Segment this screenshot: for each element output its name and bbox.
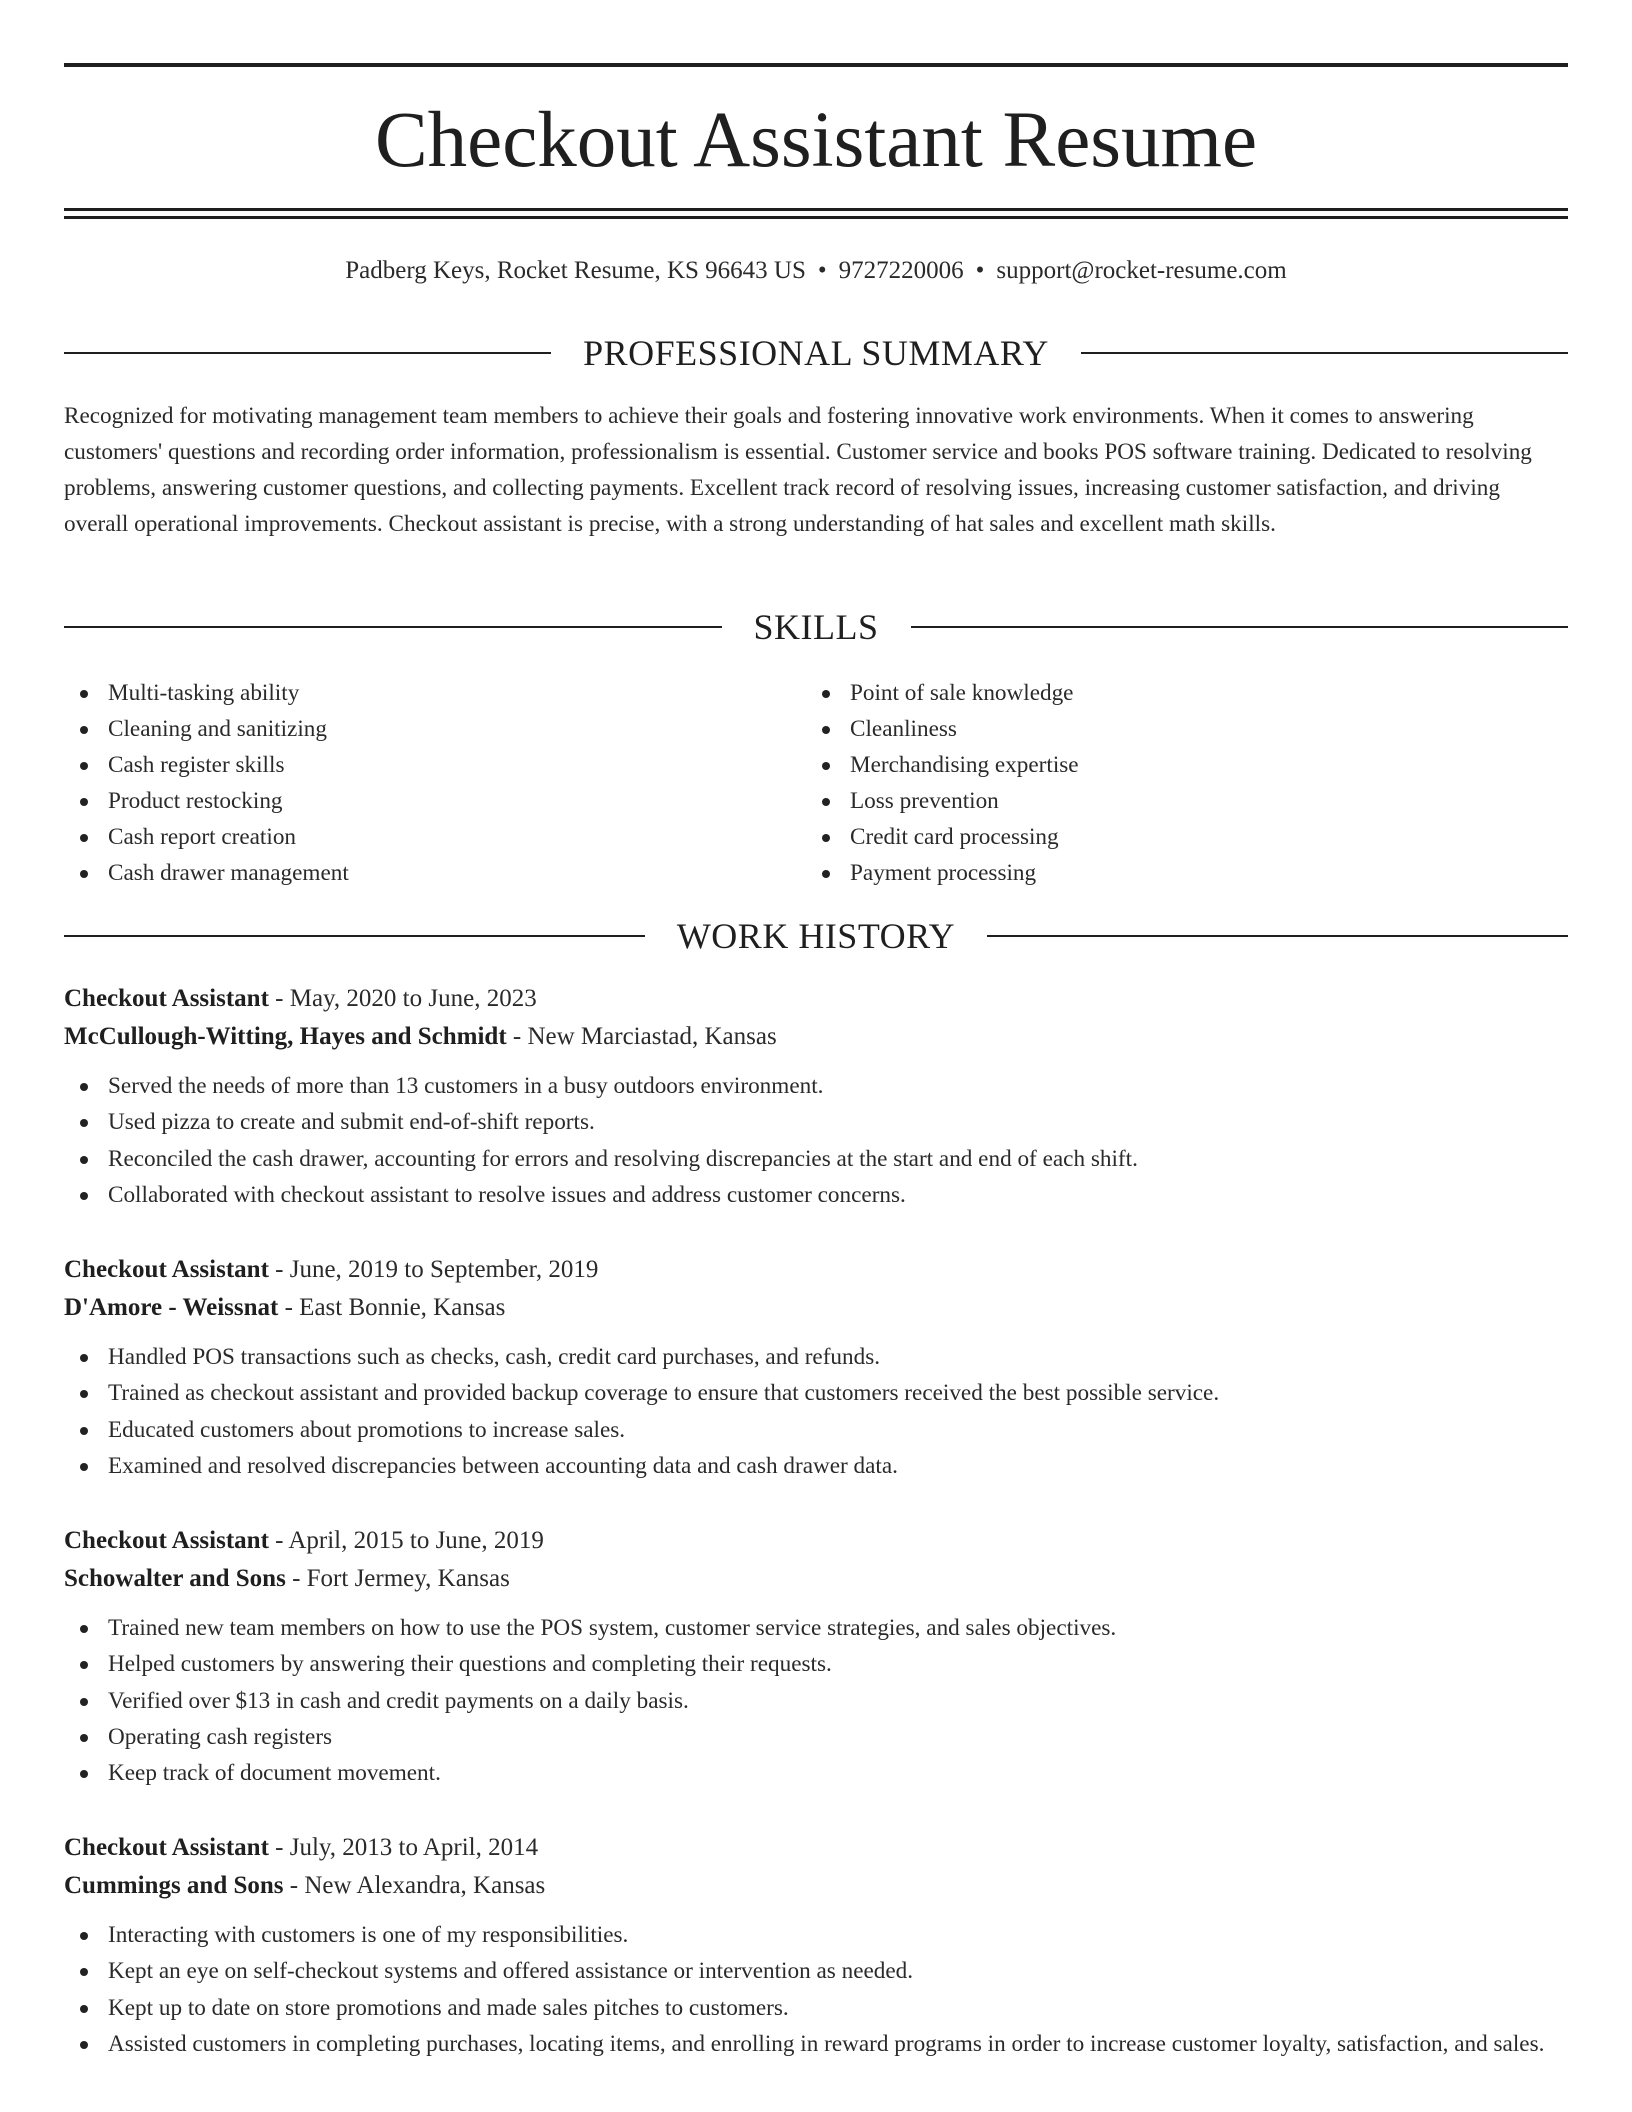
title-rule-upper	[64, 208, 1568, 211]
job-company: D'Amore - Weissnat	[64, 1294, 279, 1321]
title-rule-lower	[64, 216, 1568, 219]
job-duties-list	[64, 1917, 1568, 2062]
job-duties-list	[64, 1068, 1568, 1213]
list-item: Kept up to date on store promotions and made sales pitches to customers.	[64, 1990, 1568, 2026]
list-item: Cash register skills	[64, 747, 764, 783]
job-location: - New Marciastad, Kansas	[506, 1023, 777, 1050]
heading-rule-right	[1081, 352, 1568, 354]
summary-heading-label: PROFESSIONAL SUMMARY	[583, 333, 1049, 373]
work-entry	[64, 1522, 1568, 1791]
list-item: Cleanliness	[806, 711, 1506, 747]
job-title-line	[64, 1829, 1568, 1867]
list-item: Multi-tasking ability	[64, 675, 764, 711]
list-item: Kept an eye on self-checkout systems and offered assistance or intervention as needed.	[64, 1953, 1568, 1989]
job-title: Checkout Assistant	[64, 1834, 269, 1861]
job-dates: - June, 2019 to September, 2019	[268, 1256, 599, 1283]
resume-title: Checkout Assistant Resume	[374, 97, 1258, 184]
list-item: Credit card processing	[806, 819, 1506, 855]
job-title: Checkout Assistant	[64, 1527, 269, 1554]
work-entry	[64, 1251, 1568, 1484]
list-item: Helped customers by answering their questions and completing their requests.	[64, 1646, 1568, 1682]
list-item: Product restocking	[64, 783, 764, 819]
work-entry	[64, 1829, 1568, 2062]
job-title-line	[64, 980, 1568, 1018]
job-title-line	[64, 1251, 1568, 1289]
work-heading	[64, 914, 1568, 958]
contact-address: Padberg Keys, Rocket Resume, KS 96643 US	[345, 257, 806, 284]
list-item: Keep track of document movement.	[64, 1755, 1568, 1791]
list-item: Collaborated with checkout assistant to resolve issues and address customer concerns.	[64, 1177, 1568, 1213]
list-item: Merchandising expertise	[806, 747, 1506, 783]
job-dates: - April, 2015 to June, 2019	[268, 1527, 544, 1554]
list-item: Trained as checkout assistant and provided backup coverage to ensure that customers received the best possible service.	[64, 1375, 1568, 1411]
work-entry	[64, 980, 1568, 1213]
list-item: Served the needs of more than 13 customers in a busy outdoors environment.	[64, 1068, 1568, 1104]
job-company-line	[64, 1289, 1568, 1327]
list-item: Interacting with customers is one of my responsibilities.	[64, 1917, 1568, 1953]
summary-heading	[64, 331, 1568, 375]
skills-list-right	[806, 675, 1506, 891]
contact-separator: •	[975, 257, 985, 284]
job-duties-list	[64, 1610, 1568, 1791]
contact-phone: 9727220006	[838, 257, 964, 284]
job-location: - East Bonnie, Kansas	[278, 1294, 506, 1321]
heading-rule-left	[64, 352, 551, 354]
list-item: Payment processing	[806, 855, 1506, 891]
work-heading-label: WORK HISTORY	[676, 916, 956, 956]
heading-rule-right	[987, 935, 1568, 937]
skills-list-left	[64, 675, 764, 891]
skills-heading	[64, 605, 1568, 649]
job-title: Checkout Assistant	[64, 985, 269, 1012]
top-rule	[64, 63, 1568, 67]
heading-rule-left	[64, 935, 645, 937]
heading-rule-left	[64, 626, 722, 628]
list-item: Verified over $13 in cash and credit payments on a daily basis.	[64, 1683, 1568, 1719]
job-location: - Fort Jermey, Kansas	[285, 1565, 510, 1592]
job-company-line	[64, 1867, 1568, 1905]
list-item: Handled POS transactions such as checks, cash, credit card purchases, and refunds.	[64, 1339, 1568, 1375]
contact-line	[64, 253, 1568, 289]
job-dates: - May, 2020 to June, 2023	[268, 985, 537, 1012]
job-location: - New Alexandra, Kansas	[283, 1872, 546, 1899]
list-item: Used pizza to create and submit end-of-shift reports.	[64, 1104, 1568, 1140]
job-title-line	[64, 1522, 1568, 1560]
job-duties-list	[64, 1339, 1568, 1484]
job-company: Schowalter and Sons	[64, 1565, 286, 1592]
list-item: Cash drawer management	[64, 855, 764, 891]
list-item: Cleaning and sanitizing	[64, 711, 764, 747]
job-company-line	[64, 1018, 1568, 1056]
contact-email: support@rocket-resume.com	[996, 257, 1287, 284]
list-item: Examined and resolved discrepancies between accounting data and cash drawer data.	[64, 1448, 1568, 1484]
list-item: Point of sale knowledge	[806, 675, 1506, 711]
job-dates: - July, 2013 to April, 2014	[268, 1834, 539, 1861]
list-item: Reconciled the cash drawer, accounting for errors and resolving discrepancies at the start and end of each shift.	[64, 1141, 1568, 1177]
list-item: Loss prevention	[806, 783, 1506, 819]
job-title: Checkout Assistant	[64, 1256, 269, 1283]
summary-text: Recognized for motivating management team members to achieve their goals and fostering innovative work environments. When it comes to answering customers' questions and recording order information, professionalism is essential. Customer service and books POS software training. Dedicated to resolving problems, answering customer questions, and collecting payments. Excellent track record of resolving issues, increasing customer satisfaction, and driving overall operational improvements. Checkout assistant is precise, with a strong understanding of hat sales and excellent math skills.	[64, 403, 1532, 537]
list-item: Assisted customers in completing purchases, locating items, and enrolling in reward programs in order to increase customer loyalty, satisfaction, and sales.	[64, 2026, 1568, 2062]
skills-column-left	[64, 675, 764, 891]
job-company-line	[64, 1560, 1568, 1598]
contact-separator: •	[817, 257, 827, 284]
list-item: Trained new team members on how to use the POS system, customer service strategies, and sales objectives.	[64, 1610, 1568, 1646]
list-item: Operating cash registers	[64, 1719, 1568, 1755]
heading-rule-right	[911, 626, 1569, 628]
list-item: Educated customers about promotions to increase sales.	[64, 1412, 1568, 1448]
job-company: Cummings and Sons	[64, 1872, 284, 1899]
list-item: Cash report creation	[64, 819, 764, 855]
skills-heading-label: SKILLS	[753, 607, 879, 647]
skills-column-right	[806, 675, 1506, 891]
job-company: McCullough-Witting, Hayes and Schmidt	[64, 1023, 507, 1050]
